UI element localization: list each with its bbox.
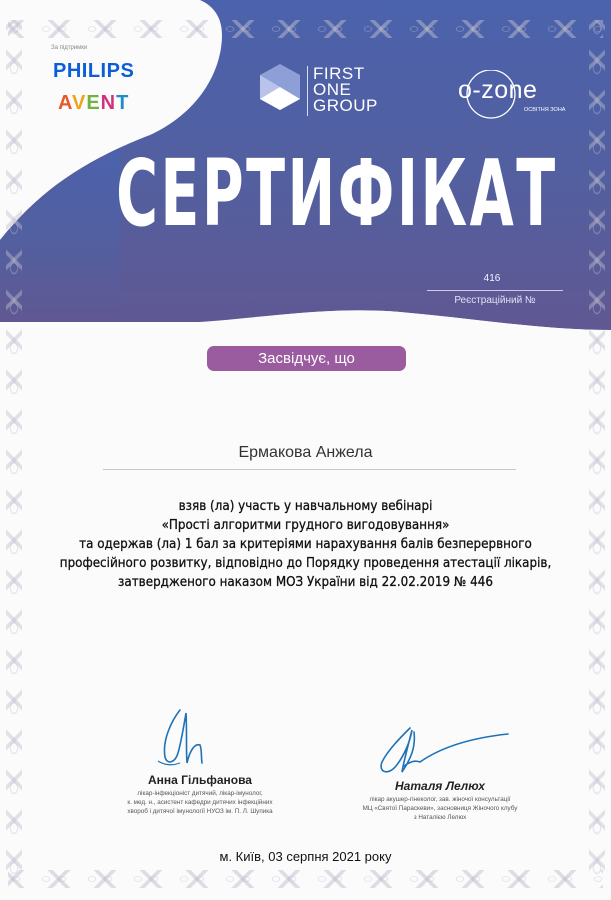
certifies-badge: Засвідчує, що	[207, 346, 406, 371]
body-line: професійного розвитку, відповідно до Порядку проведення атестації лікарів,	[59, 556, 552, 571]
ornament-border-top	[8, 20, 603, 38]
body-line: та одержав (ла) 1 бал за критеріями нарахування балів безперервного	[79, 537, 532, 552]
signatory-1-name: Анна Гільфанова	[148, 773, 252, 787]
signature-2-icon	[370, 720, 510, 780]
certificate-title: СЕРТИФІКАТ	[116, 140, 558, 247]
o-zone-logo: o-zone	[458, 76, 538, 104]
recipient-name: Ермакова Анжела	[238, 444, 373, 461]
sponsor-label: За підтримки	[51, 45, 88, 51]
body-line: «Прості алгоритми грудного вигодовування»	[161, 518, 450, 533]
signatory-2-name: Наталя Лелюх	[395, 779, 485, 793]
registration-number: 416	[483, 273, 501, 284]
first-one-group-divider	[307, 66, 308, 116]
first-one-group-cube-icon	[258, 62, 302, 112]
certificate-body	[0, 497, 611, 592]
signature-1-icon	[150, 705, 210, 770]
o-zone-subtitle: ОСВІТНЯ ЗОНА	[524, 107, 566, 113]
body-line: взяв (ла) участь у навчальному вебінарі	[178, 499, 433, 514]
registration-line	[427, 290, 563, 291]
avent-logo: AVENT	[58, 92, 130, 114]
recipient-underline	[103, 469, 516, 470]
first-one-group-logo-text: FIRST ONE GROUP	[313, 64, 378, 115]
philips-logo: PHILIPS	[53, 60, 135, 82]
place-and-date: м. Київ, 03 серпня 2021 року	[219, 849, 392, 864]
signatory-2-role: лікар акушер-гінеколог, зав. жіночої консультації МЦ «Святої Параскеви», засновниця Жіночого клубу з Наталією Лелюх	[362, 796, 518, 821]
signatory-1-role: лікар-інфекціоніст дитячий, лікар-імунолог, к. мед. н., асистент кафедри дитячих інфекційних хвороб і дитячої імунології НУОЗ ім. П. Л. Шупика	[127, 790, 273, 815]
body-line: затвердженого наказом МОЗ України від 22.02.2019 № 446	[118, 575, 493, 590]
ornament-border-bottom	[8, 870, 603, 888]
registration-label: Реєстраційний №	[454, 295, 536, 306]
